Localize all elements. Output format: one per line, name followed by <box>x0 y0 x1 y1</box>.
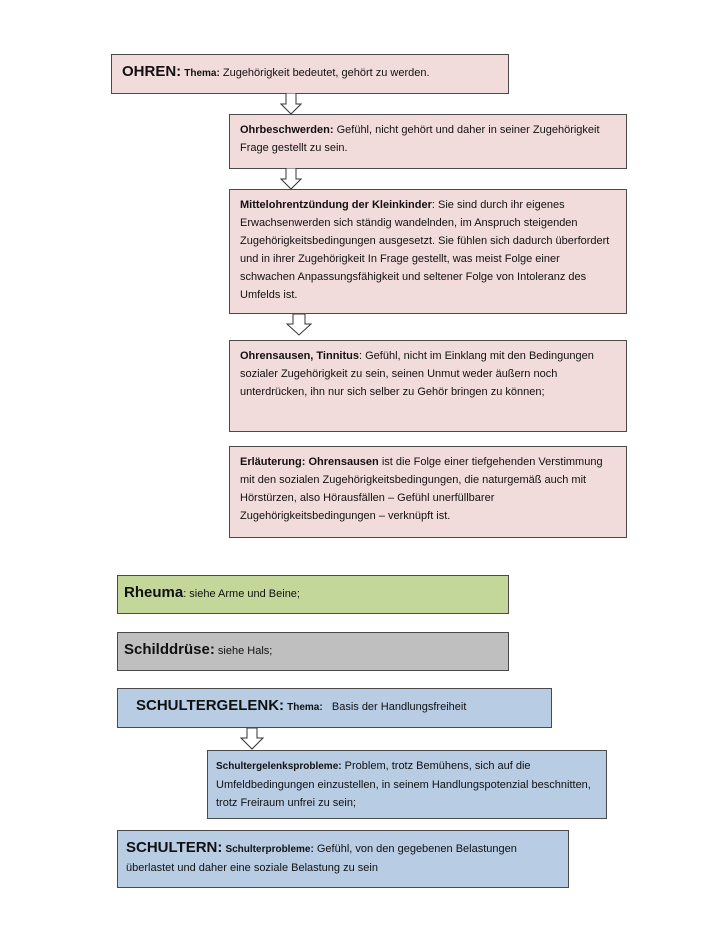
schultergelenk-box <box>117 688 552 728</box>
erlaeuterung-box <box>229 446 627 538</box>
schultergelenk-title: SCHULTERGELENK: <box>136 697 285 714</box>
ohren-thema-label: Thema: <box>184 68 220 79</box>
mittelohrentzuendung-box <box>229 189 627 314</box>
ohren-thema-text: Zugehörigkeit bedeutet, gehört zu werden. <box>222 67 430 79</box>
schultergelenksprobleme-box <box>207 750 607 819</box>
ohren-title: OHREN: <box>122 63 182 80</box>
schultern-box <box>117 830 569 888</box>
ohrbeschwerden-label: Ohrbeschwerden: <box>240 124 334 136</box>
schultergelenk-thema-label: Thema: <box>287 702 323 713</box>
rheuma-text: : siehe Arme und Beine; <box>183 588 300 600</box>
down-arrow-icon <box>240 728 262 750</box>
schultern-title: SCHULTERN: <box>126 839 223 856</box>
schultergelenksprobleme-label: Schultergelenksprobleme: <box>216 761 342 772</box>
ohren-header-box <box>111 54 509 94</box>
down-arrow-icon <box>286 314 308 336</box>
rheuma-box <box>117 575 509 614</box>
schultergelenksprobleme-text: Problem, trotz Bemühens, sich auf die Umfeldbedingungen einzustellen, in seinem Handlungspotenzial beschnitten, trotz Freiraum unfrei zu sein; <box>216 760 591 809</box>
erlaeuterung-text: ist die Folge einer tiefgehenden Verstimmung mit den sozialen Zugehörigkeitsbedingungen, die naturgemäß auch mit Hörstürzen, also Hörausfällen – Gefühl unerfüllbarer Zugehörigkeitsbedingungen – verknüpft ist. <box>240 456 603 522</box>
ohrbeschwerden-text: Gefühl, nicht gehört und daher in seiner Zugehörigkeit Frage gestellt zu sein. <box>240 124 600 154</box>
mittelohr-text: : Sie sind durch ihr eigenes Erwachsenwerden sich ständig wandelnden, im Anspruch steigenden Zugehörigkeitsbedingungen ausgesetzt. Sie fühlen sich dadurch überfordert und in ihrer Zugehörigkeit In Frage gestellt, was meist Folge einer schwachen Anpassungsfähigkeit und seltener Folge von Intoleranz des Umfelds ist. <box>240 199 610 301</box>
tinnitus-box <box>229 340 627 432</box>
tinnitus-text: : Gefühl, nicht im Einklang mit den Bedingungen sozialer Zugehörigkeit zu sein, seinen Unmut weder äußern noch unterdrücken, ihn nur sich selber zu Gehör bringen zu können; <box>240 350 594 398</box>
schilddruese-title: Schilddrüse: <box>124 641 215 658</box>
ohrbeschwerden-box <box>229 114 627 169</box>
down-arrow-icon <box>280 93 302 115</box>
schilddruese-box <box>117 632 509 671</box>
tinnitus-label: Ohrensausen, Tinnitus <box>240 350 359 362</box>
down-arrow-icon <box>280 168 302 190</box>
mittelohr-label: Mittelohrentzündung der Kleinkinder <box>240 199 432 211</box>
schultern-text: Gefühl, von den gegebenen Belastungen überlastet und daher eine soziale Belastung zu sein <box>126 843 517 874</box>
schultern-label: Schulterprobleme: <box>225 844 314 855</box>
erlaeuterung-label: Erläuterung: Ohrensausen <box>240 456 379 468</box>
schultergelenk-thema-text: Basis der Handlungsfreiheit <box>331 701 467 713</box>
schilddruese-text: siehe Hals; <box>214 645 273 657</box>
rheuma-title: Rheuma <box>124 584 184 601</box>
